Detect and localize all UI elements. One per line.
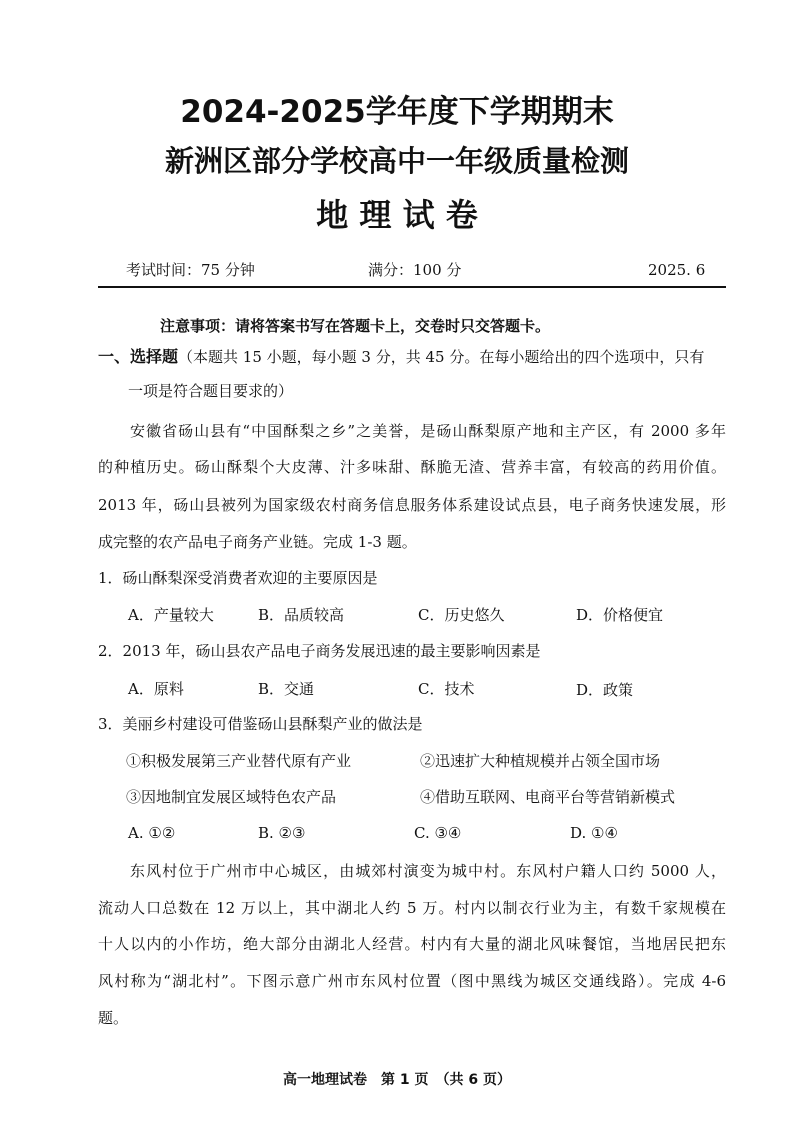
passage2-line: 十人以内的小作坊，绝大部分由湖北人经营。村内有大量的湖北风味餐馆，当地居民把东	[98, 935, 726, 953]
q2-option-b: B．交通	[258, 680, 315, 698]
section1-instructions: （本题共 15 小题，每小题 3 分，共 45 分。在每小题给出的四个选项中，只有	[178, 348, 705, 366]
q3-item-3: ③因地制宜发展区域特色农产品	[126, 788, 337, 806]
full-score: 满分：100 分	[368, 261, 462, 279]
passage1-line: 2013 年，砀山县被列为国家级农村商务信息服务体系建设试点县，电子商务快速发展，形	[98, 496, 726, 514]
q2-option-a: A．原料	[128, 680, 184, 698]
notice: 注意事项：请将答案书写在答题卡上，交卷时只交答题卡。	[160, 317, 551, 335]
q3-item-2: ②迅速扩大种植规模并占领全国市场	[420, 752, 661, 770]
passage2-line: 题。	[98, 1009, 129, 1027]
passage2-line: 东风村位于广州市中心城区，由城郊村演变为城中村。东风村户籍人口约 5000 人，	[130, 862, 726, 880]
section1-heading: 一、选择题	[98, 347, 179, 366]
exam-time: 考试时间：75 分钟	[126, 261, 255, 279]
q3-option-c: C. ③④	[414, 824, 462, 842]
passage1-line: 安徽省砀山县有“中国酥梨之乡”之美誉，是砀山酥梨原产地和主产区，有 2000 多年	[130, 422, 726, 440]
passage2-line: 流动人口总数在 12 万以上，其中湖北人约 5 万。村内以制衣行业为主，有数千家规模在	[98, 899, 726, 917]
passage1-line: 成完整的农产品电子商务产业链。完成 1-3 题。	[98, 533, 417, 551]
title-line1: 2024-2025学年度下学期期末	[180, 94, 614, 130]
q2-option-c: C．技术	[418, 680, 475, 698]
passage1-line: 的种植历史。砀山酥梨个大皮薄、汁多味甜、酥脆无渣、营养丰富，有较高的药用价值。	[98, 458, 726, 476]
q3-option-a: A. ①②	[128, 824, 176, 842]
q1-option-a: A．产量较大	[128, 606, 214, 624]
question-1-stem: 1．砀山酥梨深受消费者欢迎的主要原因是	[98, 569, 378, 587]
q3-option-b: B. ②③	[258, 824, 306, 842]
exam-date: 2025. 6	[648, 261, 706, 279]
page-footer: 高一地理试卷 第 1 页 （共 6 页）	[283, 1072, 511, 1088]
q3-item-1: ①积极发展第三产业替代原有产业	[126, 752, 352, 770]
section1-header	[98, 347, 704, 367]
q1-option-d: D．价格便宜	[576, 606, 664, 624]
section1-instructions-cont: 一项是符合题目要求的）	[128, 382, 294, 400]
q1-option-b: B．品质较高	[258, 606, 345, 624]
q3-option-d: D. ①④	[570, 824, 618, 842]
title-line2: 新洲区部分学校高中一年级质量检测	[164, 144, 629, 178]
title-line3: 地 理 试 卷	[316, 196, 478, 234]
q3-item-4: ④借助互联网、电商平台等营销新模式	[420, 788, 676, 806]
question-3-stem: 3．美丽乡村建设可借鉴砀山县酥梨产业的做法是	[98, 715, 423, 733]
header-divider	[98, 286, 726, 288]
passage2-line: 风村称为“湖北村”。下图示意广州市东风村位置（图中黑线为城区交通线路）。完成 4-6	[98, 972, 726, 990]
question-2-stem: 2．2013 年，砀山县农产品电子商务发展迅速的最主要影响因素是	[98, 642, 541, 660]
q1-option-c: C．历史悠久	[418, 606, 505, 624]
q2-option-d: D．政策	[576, 681, 634, 699]
